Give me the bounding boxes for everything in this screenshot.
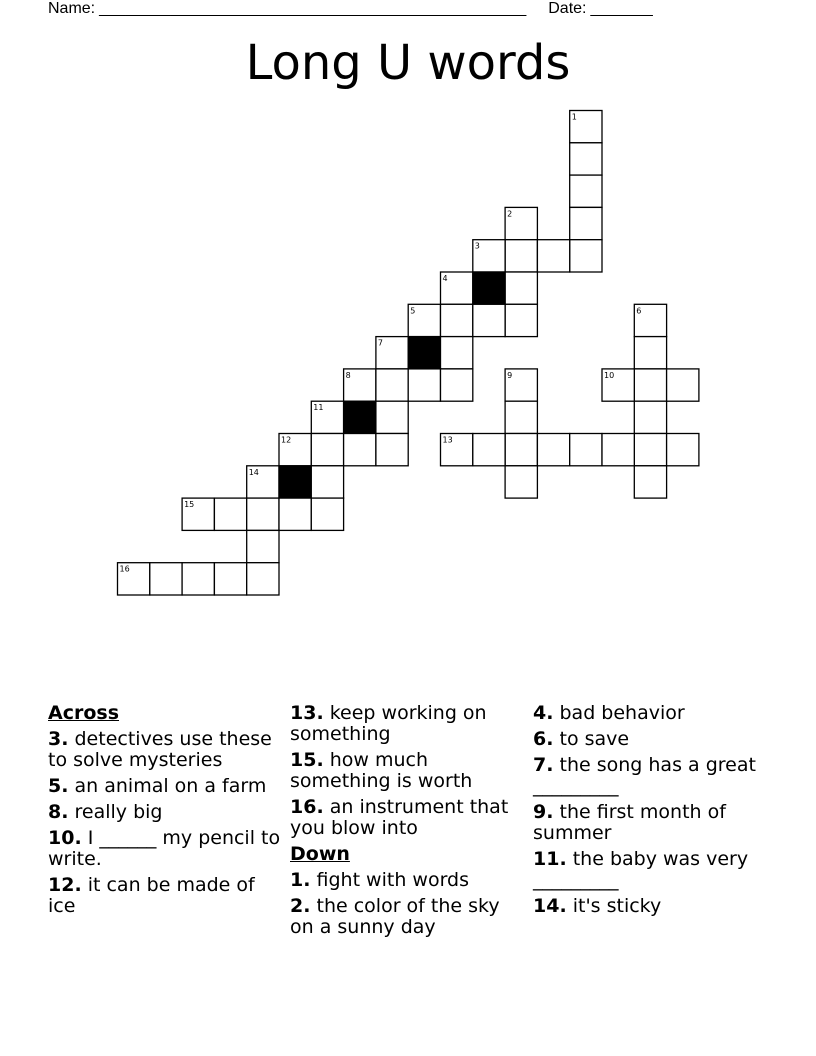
clue-down-14: 14. it's sticky: [533, 895, 662, 917]
grid-cell[interactable]: [408, 369, 440, 401]
clue-across-3: 3. detectives use these to solve mysteries: [48, 728, 272, 771]
grid-cell[interactable]: [505, 207, 537, 239]
cell-number: 14: [248, 467, 259, 477]
clue-down-7: 7. the song has a great _________: [533, 754, 756, 797]
cell-number: 7: [377, 338, 383, 348]
grid-cell[interactable]: [473, 304, 505, 336]
grid-cell-black: [473, 272, 505, 304]
grid-cell[interactable]: [570, 207, 602, 239]
cell-number: 10: [604, 370, 615, 380]
grid-cell[interactable]: [344, 369, 376, 401]
grid-cell[interactable]: [634, 434, 666, 466]
grid-cell[interactable]: [570, 175, 602, 207]
grid-cell[interactable]: [247, 466, 279, 498]
grid-cell[interactable]: [441, 369, 473, 401]
grid-cell[interactable]: [634, 401, 666, 433]
cell-number: 12: [281, 435, 292, 445]
cell-number: 9: [507, 370, 513, 380]
header-line: [48, 0, 768, 20]
grid-cell[interactable]: [311, 401, 343, 433]
grid-cell[interactable]: [441, 434, 473, 466]
grid-cell-black: [279, 466, 311, 498]
grid-cell[interactable]: [441, 304, 473, 336]
cell-number: 5: [410, 306, 416, 316]
grid-cell[interactable]: [214, 498, 246, 530]
page-title: Long U words: [245, 35, 571, 91]
grid-cell[interactable]: [376, 337, 408, 369]
grid-cell[interactable]: [247, 563, 279, 595]
clue-across-15: 15. how much something is worth: [290, 749, 473, 792]
grid-cell[interactable]: [344, 434, 376, 466]
clue-across-16: 16. an instrument that you blow into: [290, 796, 509, 839]
grid-cell[interactable]: [537, 240, 569, 272]
grid-cell[interactable]: [311, 434, 343, 466]
grid-cell[interactable]: [441, 337, 473, 369]
grid-cell[interactable]: [602, 434, 634, 466]
grid-cell[interactable]: [505, 434, 537, 466]
date-label: Date:: [548, 0, 587, 17]
grid-cell[interactable]: [570, 434, 602, 466]
clue-down-6: 6. to save: [533, 728, 630, 750]
clues-column-3: [533, 703, 763, 922]
name-label: Name:: [48, 0, 96, 17]
grid-cell[interactable]: [602, 369, 634, 401]
cell-number: 3: [474, 241, 480, 251]
grid-cell[interactable]: [376, 401, 408, 433]
clue-down-1: 1. fight with words: [290, 869, 470, 891]
grid-cell[interactable]: [311, 498, 343, 530]
grid-cell[interactable]: [279, 498, 311, 530]
grid-cell[interactable]: [473, 240, 505, 272]
grid-cell[interactable]: [667, 369, 699, 401]
grid-cell[interactable]: [214, 563, 246, 595]
grid-cell[interactable]: [634, 304, 666, 336]
grid-cell[interactable]: [667, 434, 699, 466]
cell-number: 11: [313, 403, 324, 413]
grid-cell[interactable]: [376, 369, 408, 401]
cell-number: 15: [184, 500, 195, 510]
grid-cell[interactable]: [182, 498, 214, 530]
grid-cell[interactable]: [311, 466, 343, 498]
grid-cell[interactable]: [441, 272, 473, 304]
grid-cell[interactable]: [505, 466, 537, 498]
grid-cell[interactable]: [182, 563, 214, 595]
clue-down-11: 11. the baby was very _________: [533, 848, 749, 891]
grid-cell-black: [344, 401, 376, 433]
clue-across-5: 5. an animal on a farm: [48, 775, 267, 797]
grid-cell[interactable]: [408, 304, 440, 336]
clue-down-9: 9. the first month of summer: [533, 801, 726, 844]
down-heading: Down: [290, 843, 350, 865]
clue-down-4: 4. bad behavior: [533, 702, 685, 724]
across-heading: Across: [48, 702, 120, 724]
clues-column-2: [290, 703, 510, 943]
grid-cell[interactable]: [634, 337, 666, 369]
cell-number: 13: [442, 435, 453, 445]
grid-cell[interactable]: [118, 563, 150, 595]
grid-cell[interactable]: [150, 563, 182, 595]
grid-cell[interactable]: [473, 434, 505, 466]
cell-number: 1: [571, 112, 577, 122]
grid-cell[interactable]: [570, 111, 602, 143]
grid-cell[interactable]: [505, 304, 537, 336]
grid-cell[interactable]: [634, 466, 666, 498]
cell-number: 4: [442, 274, 448, 283]
date-blank[interactable]: _______: [590, 0, 653, 17]
grid-cell[interactable]: [634, 369, 666, 401]
cell-number: 2: [507, 209, 513, 219]
grid-cell[interactable]: [279, 434, 311, 466]
grid-cell[interactable]: [505, 240, 537, 272]
cell-number: 16: [119, 564, 130, 574]
clue-down-2: 2. the color of the sky on a sunny day: [290, 895, 500, 938]
grid-cell[interactable]: [505, 401, 537, 433]
grid-cell[interactable]: [247, 498, 279, 530]
grid-cell[interactable]: [505, 369, 537, 401]
grid-cell[interactable]: [570, 240, 602, 272]
clue-across-12: 12. it can be made of ice: [48, 874, 255, 917]
grid-cell[interactable]: [247, 530, 279, 562]
name-blank[interactable]: ________________________________________________: [99, 0, 527, 17]
cell-number: 6: [636, 306, 642, 316]
clue-across-8: 8. really big: [48, 801, 163, 823]
grid-cell[interactable]: [376, 434, 408, 466]
grid-cell[interactable]: [570, 143, 602, 175]
cell-number: 8: [345, 370, 351, 380]
grid-cell[interactable]: [537, 434, 569, 466]
grid-cell[interactable]: [505, 272, 537, 304]
clues-column-1: [48, 703, 284, 922]
clue-across-13: 13. keep working on something: [290, 702, 487, 745]
clue-across-10: 10. I ______ my pencil to write.: [48, 827, 281, 870]
grid-cell-black: [408, 337, 440, 369]
